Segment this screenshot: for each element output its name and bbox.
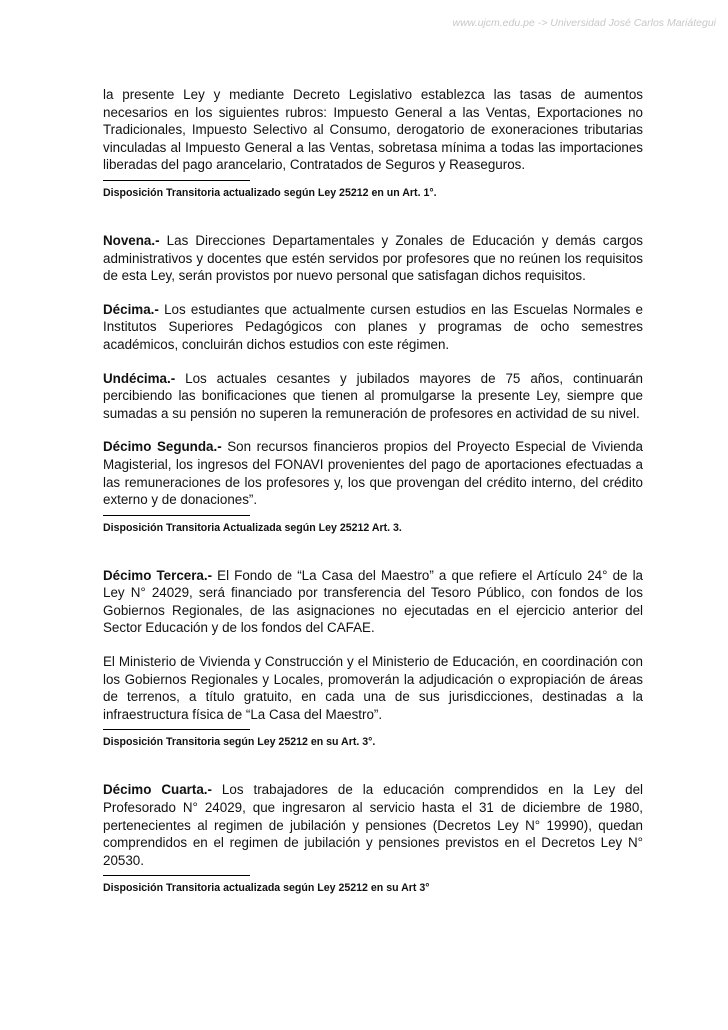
provision-heading: Novena.-: [103, 232, 160, 248]
provision-heading: Décimo Segunda.-: [103, 439, 222, 455]
amendment-note: Disposición Transitoria según Ley 25212 en su Art. 3°.: [103, 736, 376, 749]
footnote-rule: [103, 729, 250, 730]
provision-decimo-tercera: [103, 567, 643, 637]
footnote-rule: [103, 515, 250, 516]
provision-text: Los actuales cesantes y jubilados mayores de 75 años, continuarán percibiendo las bonificaciones que tienen al promulgarse la presente Ley, siempre que sumadas a su pensión no superen la remuneración de profesores en actividad de su nivel.: [103, 370, 643, 421]
provision-text: Las Direcciones Departamentales y Zonales de Educación y demás cargos administrativos y docentes que estén servidos por profesores que no reúnen los requisitos de esta Ley, serán provistos por nuevo personal que satisfagan dichos requisitos.: [103, 232, 643, 284]
provision-heading: Décima.-: [103, 301, 159, 317]
watermark-text: www.ujcm.edu.pe -> Universidad José Carlos Mariátegui: [452, 17, 716, 29]
provision-text: Los estudiantes que actualmente cursen estudios en las Escuelas Normales e Institutos Superiores Pedagógicos con planes y programas de ocho semestres académicos, concluirán dichos estudios con este régimen.: [103, 301, 643, 352]
footnote-rule: [103, 180, 250, 181]
provision-text: Son recursos financieros propios del Proyecto Especial de Vivienda Magisterial, los ingresos del FONAVI provenientes del pago de aportaciones efectuadas a las remuneraciones de los profesores y, los que provengan del crédito interno, del crédito externo y de donaciones”.: [103, 439, 643, 508]
provision-heading: Décimo Cuarta.-: [103, 782, 212, 798]
amendment-note: Disposición Transitoria Actualizada según Ley 25212 Art. 3.: [103, 521, 402, 534]
provision-decimo-cuarta: [103, 781, 643, 869]
provision-heading: Décimo Tercera.-: [103, 567, 213, 583]
provision-text: Los trabajadores de la educación comprendidos en la Ley del Profesorado N° 24029, que ingresaron al servicio hasta el 31 de diciembre de 1980, pertenecientes al regimen de jubilación y pensiones (Decretos Ley N° 19990), quedan comprendidos en el regimen de jubilación y pensiones previstos en el Decretos Ley N° 20530.: [103, 782, 643, 868]
footnote-rule: [103, 875, 250, 876]
provision-decima: [103, 301, 643, 354]
provision-decimo-tercera-continued: El Ministerio de Vivienda y Construcción y el Ministerio de Educación, en coordinación con los Gobiernos Regionales y Locales, promoverán la adjudicación o expropiación de áreas de terrenos, a título gratuito, en cada una de sus jurisdicciones, destinadas a la infraestructura física de “La Casa del Maestro”.: [103, 654, 643, 722]
provision-heading: Undécima.-: [103, 370, 176, 386]
amendment-note: Disposición Transitoria actualizada según Ley 25212 en su Art 3°: [103, 882, 430, 895]
provision-decimo-segunda: [103, 438, 643, 508]
document-body: [103, 86, 643, 895]
provision-undecima: [103, 370, 643, 423]
intro-paragraph: la presente Ley y mediante Decreto Legislativo establezca las tasas de aumentos necesarios en los siguientes rubros: Impuesto General a las Ventas, Exportaciones no Tradicionales, Impuesto Selectivo al Consumo, derogatorio de exoneraciones tributarias vinculadas al Impuesto General a las Ventas, sobretasa mínima a todas las importaciones liberadas del pago arancelario, Contratados de Seguros y Reaseguros.: [103, 87, 643, 173]
amendment-note: Disposición Transitoria actualizado según Ley 25212 en un Art. 1°.: [103, 186, 437, 199]
provision-text: El Fondo de “La Casa del Maestro” a que refiere el Artículo 24° de la Ley N° 24029, será financiado por transferencia del Tesoro Público, con fondos de los Gobiernos Regionales, de las asignaciones no ejecutadas en el ejercicio anterior del Sector Educación y de los fondos del CAFAE.: [103, 567, 643, 636]
provision-novena: [103, 232, 643, 285]
